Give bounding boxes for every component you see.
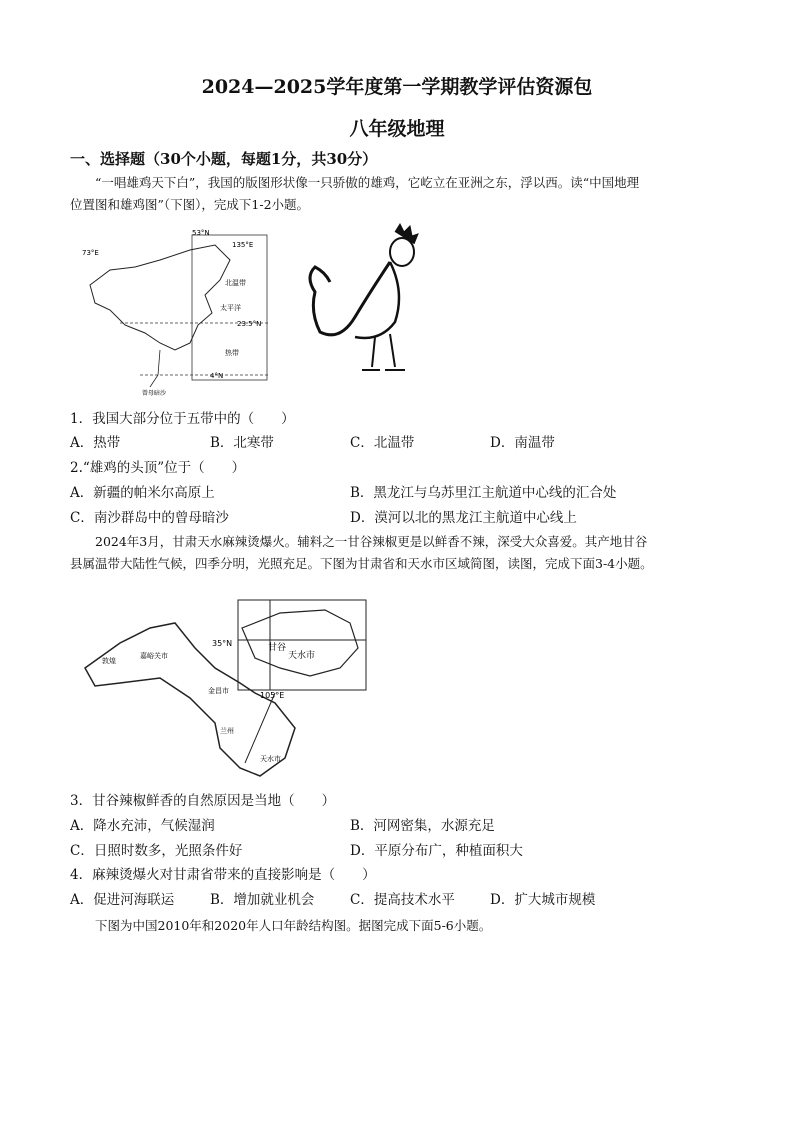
intro2-line1: 2024年3月，甘肃天水麻辣烫爆火。辅料之一甘谷辣椒更是以鲜香不辣，深受大众喜爱。其产地甘谷 [95,534,648,549]
q4-option-b: B．增加就业机会 [210,892,315,908]
intro1-line2: 位置图和雄鸡图”（下图），完成下1-2小题。 [70,197,310,212]
q2-option-d: D．漠河以北的黑龙江主航道中心线上 [350,510,577,526]
question-1: 1．我国大部分位于五带中的（ ） [70,411,295,427]
q4-option-c: C．提高技术水平 [350,892,455,908]
label-tianshui-small: 天水市 [260,755,281,763]
intro2-line2: 县属温带大陆性气候，四季分明，光照充足。下图为甘肃省和天水市区域简图，读图，完成下面3-4小题。 [70,556,653,571]
rooster-head [390,238,414,266]
q1-option-b: B．北寒带 [210,435,274,451]
rooster-leg-right [390,334,395,367]
label-lanzhou: 兰州 [220,727,234,735]
intro-paragraph-2 [70,531,725,575]
pointer-line [245,693,275,763]
label-35n: 35°N [212,639,233,648]
intro-paragraph-3 [70,915,720,937]
label-23n: 23.5°N [237,320,262,328]
question-3: 3．甘谷辣椒鲜香的自然原因是当地（ ） [70,793,336,809]
label-gangu: 甘谷 [268,643,287,653]
label-jinchang: 金昌市 [208,687,229,695]
label-73e: 73°E [82,249,99,257]
label-jiayuguan: 嘉峪关市 [140,652,168,660]
rooster-comb [395,224,418,244]
label-4n: 4°N [210,372,224,380]
label-zengmu: 曾母暗沙 [142,390,167,397]
china-outline [90,245,230,350]
label-pacific: 太平洋 [220,304,241,312]
q1-option-d: D．南温带 [490,435,555,451]
q3-option-d: D．平原分布广，种植面积大 [350,843,523,859]
q2-option-c: C．南沙群岛中的曾母暗沙 [70,510,229,526]
question-4: 4．麻辣烫爆火对甘肃省带来的直接影响是（ ） [70,867,376,883]
q4-option-d: D．扩大城市规模 [490,892,596,908]
china-location-map [80,225,280,400]
label-53n: 53°N [192,229,210,237]
page-subtitle: 八年级地理 [349,118,445,140]
south-sea-outline [150,350,160,387]
intro3-line1: 下图为中国2010年和2020年人口年龄结构图。据图完成下面5-6小题。 [95,918,492,933]
intro-paragraph-1 [70,172,720,216]
q3-option-b: B．河网密集，水源充足 [350,818,495,834]
rooster-body [355,262,399,338]
q2-option-b: B．黑龙江与乌苏里江主航道中心线的汇合处 [350,485,617,501]
intro1-line1: “一唱雄鸡天下白”，我国的版图形状像一只骄傲的雄鸡，它屹立在亚洲之东，浮以西。读“中国地理 [95,175,640,190]
section-heading: 一、选择题（30个小题，每题1分，共30分） [70,150,378,168]
q2-option-a: A．新疆的帕米尔高原上 [70,485,215,501]
q1-option-c: C．北温带 [350,435,415,451]
inset-frame [238,600,366,690]
rooster-tail [310,262,390,335]
rooster-leg-left [372,337,375,367]
gansu-tianshui-map [80,598,375,783]
label-north-temperate: 北温带 [225,279,246,287]
q1-option-a: A．热带 [70,435,121,451]
page-title: 2024—2025学年度第一学期教学评估资源包 [201,76,593,98]
label-tianshui: 天水市 [288,651,316,661]
tianshui-outline [242,610,358,676]
label-tropic: 热带 [225,349,239,357]
label-105e: 105°E [260,691,285,700]
q4-option-a: A．促进河海联运 [70,892,175,908]
q3-option-a: A．降水充沛，气候湿润 [70,818,215,834]
q3-option-c: C．日照时数多，光照条件好 [70,843,243,859]
rooster-illustration [300,222,430,382]
question-2: 2.“雄鸡的头顶”位于（ ） [70,460,246,476]
label-135e: 135°E [232,241,254,249]
label-dunhuang: 敦煌 [102,657,116,665]
